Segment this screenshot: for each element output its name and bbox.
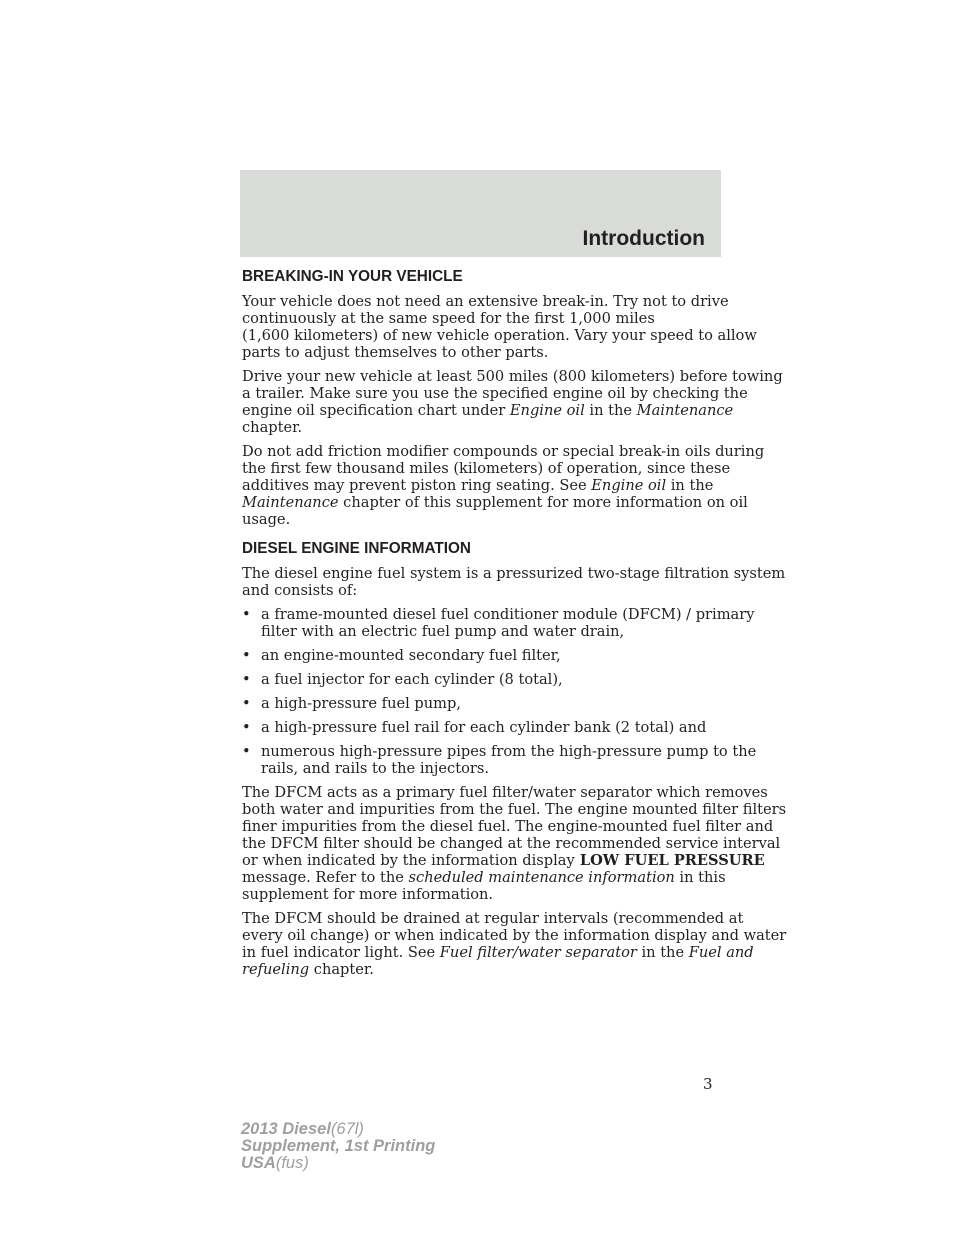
print-footer: 2013 Diesel(67l) Supplement, 1st Printing USA(fus) (241, 1120, 436, 1172)
diesel-intro: The diesel engine fuel system is a pressurized two-stage filtration system and consists of: (242, 565, 786, 599)
bullet-icon: • (242, 743, 251, 760)
breakin-paragraph-2: Drive your new vehicle at least 500 miles (800 kilometers) before towing a trailer. Make sure you use the specified engine oil by checking the engine oil specification chart under Engine oil in the Maintenance chapter. (242, 368, 783, 436)
list-item: • a fuel injector for each cylinder (8 total), (242, 671, 563, 688)
low-fuel-pressure-message: LOW FUEL PRESSURE (574, 852, 765, 869)
ref-engine-oil: Engine oil (586, 477, 667, 494)
list-item: • numerous high-pressure pipes from the high-pressure pump to the rails, and rails to the injectors. (242, 743, 757, 777)
ref-scheduled-maintenance: scheduled maintenance information (403, 869, 675, 886)
breakin-paragraph-3: Do not add friction modifier compounds or special break-in oils during the first few thousand miles (kilometers) of operation, since these additives may prevent piston ring seating. See Engine oil in the Maintenance chapter of this supplement for more information on oil usage. (242, 443, 765, 528)
page-content (242, 268, 787, 985)
fuel-system-list (242, 606, 757, 777)
list-item: • a high-pressure fuel pump, (242, 695, 461, 712)
drain-paragraph: The DFCM should be drained at regular intervals (recommended at every oil change) or when indicated by the information display and water in fuel indicator light. See Fuel filter/water separator in the Fuel and refueling chapter. (242, 910, 787, 978)
ref-fuel-filter: Fuel filter/water separator (435, 944, 637, 961)
list-item: • an engine-mounted secondary fuel filter, (242, 647, 561, 664)
list-item: • a frame-mounted diesel fuel conditioner module (DFCM) / primary filter with an electric fuel pump and water drain, (242, 606, 755, 640)
bullet-icon: • (242, 671, 251, 688)
bullet-icon: • (242, 719, 251, 736)
bullet-icon: • (242, 606, 251, 623)
bullet-icon: • (242, 695, 251, 712)
ref-engine-oil: Engine oil (505, 402, 585, 419)
ref-maintenance: Maintenance (632, 402, 734, 419)
section-heading-diesel: DIESEL ENGINE INFORMATION (242, 540, 471, 557)
chapter-header-box (240, 170, 721, 257)
breakin-paragraph-1: Your vehicle does not need an extensive break-in. Try not to drive continuously at the same speed for the first 1,000 miles (1,600 kilometers) of new vehicle operation. Vary your speed to allow parts to adjust themselves to other parts. (242, 293, 757, 361)
dfcm-paragraph: The DFCM acts as a primary fuel filter/water separator which removes both water and impurities from the fuel. The engine mounted filter filters finer impurities from the diesel fuel. The engine-mounted fuel filter and the DFCM filter should be changed at the recommended service interval or when indicated by the information display LOW FUEL PRESSURE message. Refer to the scheduled maintenance information in this supplement for more information. (242, 784, 787, 903)
section-heading-breakin: BREAKING-IN YOUR VEHICLE (242, 268, 463, 285)
list-item: • a high-pressure fuel rail for each cylinder bank (2 total) and (242, 719, 707, 736)
chapter-title: Introduction (582, 227, 705, 250)
ref-maintenance: Maintenance (242, 494, 339, 511)
bullet-icon: • (242, 647, 251, 664)
ref-fuel-and-refueling: Fuel and (684, 944, 754, 961)
page-number: 3 (703, 1075, 713, 1093)
